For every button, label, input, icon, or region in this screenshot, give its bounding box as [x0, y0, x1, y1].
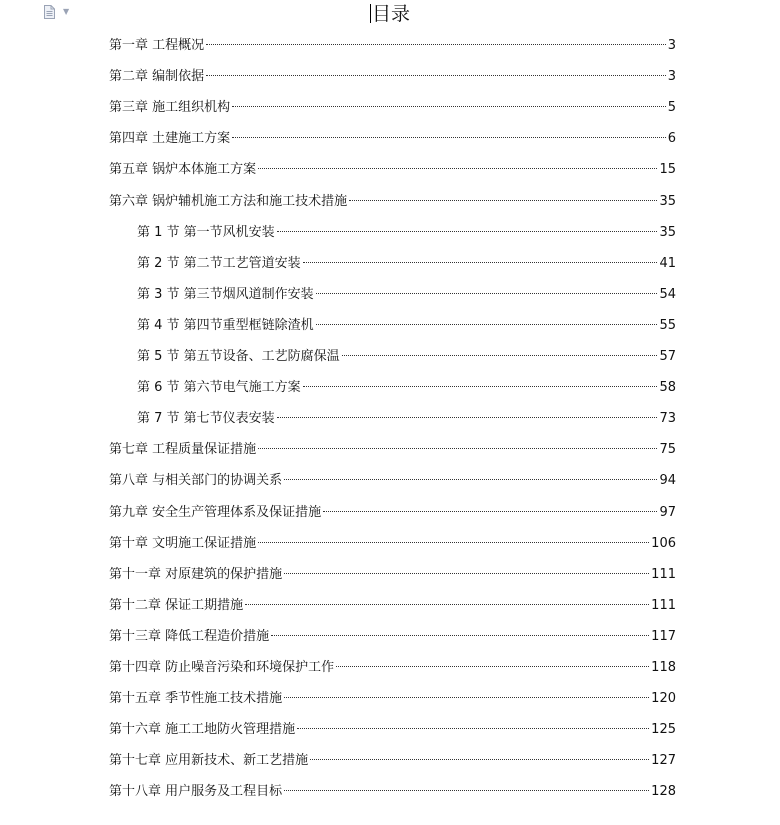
toc-dot-leader: [297, 728, 649, 729]
toc-dot-leader: [277, 417, 658, 418]
toc-entry-label: 第三章 施工组织机构: [109, 100, 231, 116]
toc-page-number: 35: [659, 193, 676, 209]
toc-entry-label: 第九章 安全生产管理体系及保证措施: [109, 504, 322, 520]
toc-page-number: 128: [651, 784, 676, 800]
toc-dot-leader: [336, 666, 649, 667]
toc-chapter-entry[interactable]: [109, 627, 676, 647]
toc-dot-leader: [258, 448, 657, 449]
toc-page-number: 94: [659, 473, 676, 489]
toc-page-number: 97: [659, 504, 676, 520]
toc-chapter-entry[interactable]: [109, 98, 676, 118]
toc-heading: [0, 2, 780, 26]
toc-dot-leader: [284, 573, 649, 574]
toc-entry-label: 第 6 节 第六节电气施工方案: [137, 380, 301, 396]
toc-entry-label: 第十章 文明施工保证措施: [109, 535, 257, 551]
toc-chapter-entry[interactable]: [109, 129, 676, 149]
toc-page-number: 35: [659, 224, 676, 240]
toc-page-number: 127: [651, 753, 676, 769]
toc-page-number: 58: [659, 380, 676, 396]
toc-dot-leader: [316, 324, 658, 325]
toc-section-entry[interactable]: [137, 254, 676, 274]
toc-dot-leader: [342, 355, 658, 356]
toc-chapter-entry[interactable]: [109, 503, 676, 523]
toc-page-number: 3: [667, 38, 676, 53]
toc-section-entry[interactable]: [137, 223, 676, 243]
toc-entry-label: 第 2 节 第二节工艺管道安装: [137, 255, 301, 271]
toc-chapter-entry[interactable]: [109, 440, 676, 460]
toc-page-number: 5: [667, 100, 676, 116]
toc-page-number: 54: [659, 286, 676, 302]
toc-page-number: 6: [667, 131, 676, 147]
toc-dot-leader: [232, 137, 666, 138]
toc-page-number: 15: [659, 162, 676, 178]
toc-entry-label: 第二章 编制依据: [109, 69, 205, 85]
toc-entry-label: 第七章 工程质量保证措施: [109, 442, 257, 458]
toc-section-entry[interactable]: [137, 316, 676, 336]
toc-heading-text: 目录: [371, 3, 410, 25]
toc-entry-label: 第十一章 对原建筑的保护措施: [109, 566, 283, 582]
toc-entry-label: 第十五章 季节性施工技术措施: [109, 691, 283, 707]
toc-section-entry[interactable]: [137, 347, 676, 367]
toc-entry-label: 第十四章 防止噪音污染和环境保护工作: [109, 660, 335, 675]
toc-dot-leader: [206, 75, 666, 76]
toc-page-number: 57: [659, 349, 676, 364]
toc-dot-leader: [310, 759, 649, 760]
toc-entry-label: 第十八章 用户服务及工程目标: [109, 784, 283, 800]
text-cursor: [370, 4, 371, 23]
toc-dot-leader: [206, 44, 666, 45]
toc-chapter-entry[interactable]: [109, 36, 676, 56]
toc-page-number: 106: [651, 535, 676, 551]
toc-dot-leader: [245, 604, 649, 605]
toc-entry-label: 第十六章 施工工地防火管理措施: [109, 722, 296, 738]
toc-page-number: 3: [667, 69, 676, 85]
toc-entry-label: 第十二章 保证工期措施: [109, 597, 244, 613]
toc-section-entry[interactable]: [137, 378, 676, 398]
toc-chapter-entry[interactable]: [109, 565, 676, 585]
toc-page-number: 117: [651, 628, 676, 644]
toc-page-number: 75: [659, 442, 676, 458]
toc-chapter-entry[interactable]: [109, 67, 676, 87]
toc-entry-label: 第 1 节 第一节风机安装: [137, 224, 275, 240]
toc-entry-label: 第八章 与相关部门的协调关系: [109, 473, 283, 489]
toc-entry-label: 第十七章 应用新技术、新工艺措施: [109, 753, 309, 769]
toc-dot-leader: [284, 479, 657, 480]
toc-dot-leader: [258, 542, 649, 543]
toc-chapter-entry[interactable]: [109, 689, 676, 709]
toc-chapter-entry[interactable]: [109, 658, 676, 678]
toc-entry-label: 第 3 节 第三节烟风道制作安装: [137, 286, 314, 302]
toc-dot-leader: [303, 262, 658, 263]
chevron-down-icon[interactable]: ▼: [63, 7, 70, 16]
toc-section-entry[interactable]: [137, 409, 676, 429]
toc-chapter-entry[interactable]: [109, 471, 676, 491]
toc-page-number: 111: [651, 597, 676, 613]
toc-dot-leader: [316, 293, 658, 294]
toc-chapter-entry[interactable]: [109, 720, 676, 740]
toc-page-number: 118: [651, 660, 676, 675]
toc-chapter-entry[interactable]: [109, 782, 676, 802]
toc-dot-leader: [323, 511, 657, 512]
toc-page-number: 111: [651, 566, 676, 582]
toc-page-number: 55: [659, 317, 676, 333]
toc-dot-leader: [303, 386, 658, 387]
toc-chapter-entry[interactable]: [109, 751, 676, 771]
toc-section-entry[interactable]: [137, 285, 676, 305]
toc-chapter-entry[interactable]: [109, 534, 676, 554]
toc-chapter-entry[interactable]: [109, 160, 676, 180]
toc-entry-label: 第一章 工程概况: [109, 38, 205, 53]
toc-entry-label: 第四章 土建施工方案: [109, 131, 231, 147]
toc-chapter-entry[interactable]: [109, 192, 676, 212]
toc-dot-leader: [284, 790, 649, 791]
toc-dot-leader: [349, 200, 657, 201]
toc-chapter-entry[interactable]: [109, 596, 676, 616]
toc-entry-label: 第 5 节 第五节设备、工艺防腐保温: [137, 349, 340, 364]
toc-entry-label: 第 4 节 第四节重型框链除渣机: [137, 317, 314, 333]
toc-entry-label: 第 7 节 第七节仪表安装: [137, 411, 275, 427]
toc-entry-label: 第六章 锅炉辅机施工方法和施工技术措施: [109, 193, 348, 209]
toc-entry-label: 第五章 锅炉本体施工方案: [109, 162, 257, 178]
toc-dot-leader: [232, 106, 666, 107]
toc-page-number: 41: [659, 255, 676, 271]
toc-page-number: 120: [651, 691, 676, 707]
toc-dot-leader: [277, 231, 658, 232]
toc-dot-leader: [271, 635, 649, 636]
toc-page-number: 73: [659, 411, 676, 427]
toc-dot-leader: [258, 168, 657, 169]
toc-entry-label: 第十三章 降低工程造价措施: [109, 628, 270, 644]
toc-page-number: 125: [651, 722, 676, 738]
toc-dot-leader: [284, 697, 649, 698]
